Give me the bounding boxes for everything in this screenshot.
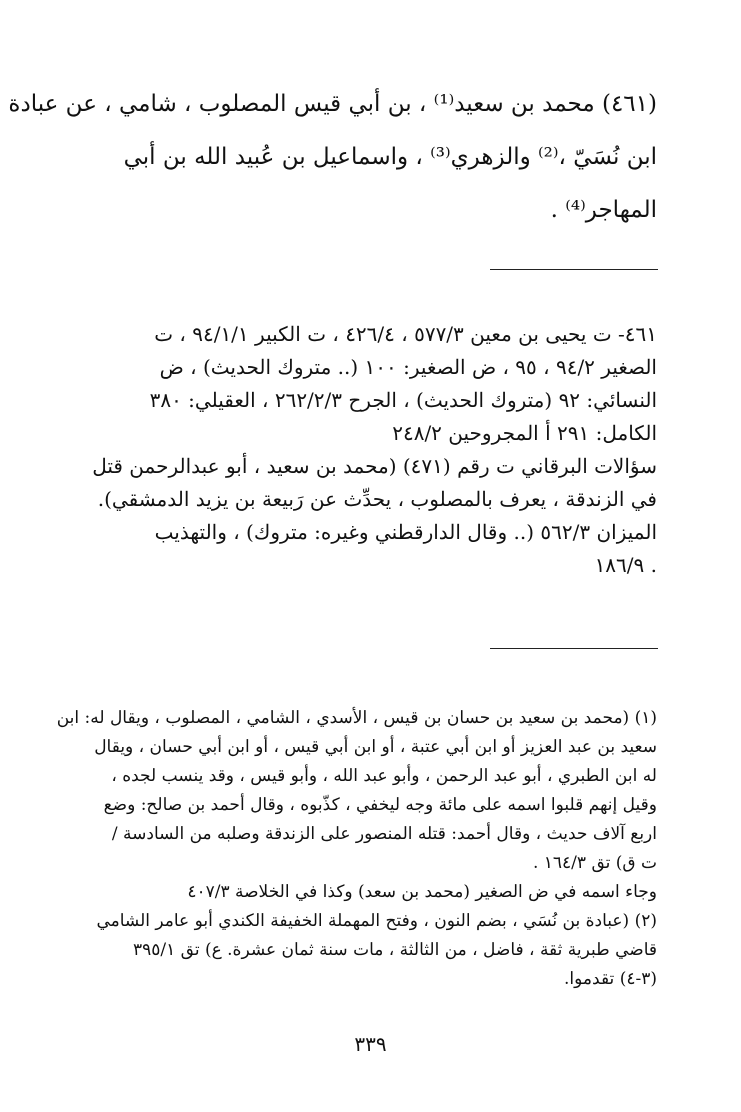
references-block <box>92 318 657 582</box>
footnote-line: اربع آلاف حديث ، وقال أحمد: قتله المنصور على الزندقة وصلبه من السادسة / <box>111 824 657 844</box>
page-number: ٣٣٩ <box>354 1032 387 1056</box>
footnote-line: ت ق) تق ١٦٤/٣ . <box>532 853 657 873</box>
reference-line: النسائي: ٩٢ (متروك الحديث) ، الجرح ٢٦٢/٢/٣ ، العقيلي: ٣٨٠ <box>149 388 657 412</box>
footnote-separator <box>490 648 658 649</box>
reference-line: الكامل: ٢٩١ أ المجروحين ٢٤٨/٢ <box>392 421 657 445</box>
footnote-line: (١) (محمد بن سعيد بن حسان بن قيس ، الأسدي ، الشامي ، المصلوب ، ويقال له: ابن <box>56 708 657 728</box>
reference-line: الصغير ٩٤/٢ ، ٩٥ ، ض الصغير: ١٠٠ (.. متروك الحديث) ، ض <box>159 355 657 379</box>
entry-text <box>8 78 657 237</box>
reference-line: ٤٦١- ت يحيى بن معين ٥٧٧/٣ ، ٤٢٦/٤ ، ت الكبير ٩٤/١/١ ، ت <box>154 322 657 346</box>
footnote-line: قاضي طبرية ثقة ، فاضل ، من الثالثة ، مات سنة ثمان عشرة. ع) تق ٣٩٥/١ <box>132 940 657 960</box>
entry-line: (٤٦١) محمد بن سعيد⁽¹⁾ ، بن أبي قيس المصلوب ، شامي ، عن عبادة <box>8 91 657 117</box>
entry-line: ابن نُسَيّ ،⁽²⁾ والزهري⁽³⁾ ، واسماعيل بن عُبيد الله بن أبي <box>123 144 657 170</box>
footnote-line: وجاء اسمه في ض الصغير (محمد بن سعد) وكذا في الخلاصة ٤٠٧/٣ <box>187 882 657 902</box>
reference-line: سؤالات البرقاني ت رقم (٤٧١) (محمد بن سعيد ، أبو عبدالرحمن قتل <box>92 454 657 478</box>
footnote-line: (٣-٤) تقدموا. <box>564 969 657 989</box>
footnote-line: سعيد بن عبد العزيز أو ابن أبي عتبة ، أو ابن أبي قيس ، أو ابن أبي حسان ، ويقال <box>94 737 657 757</box>
reference-line: الميزان ٥٦٢/٣ (.. وقال الدارقطني وغيره: متروك) ، والتهذيب <box>154 520 657 544</box>
footnotes-block <box>56 704 657 994</box>
reference-line: . ١٨٦/٩ <box>594 553 657 577</box>
footnote-line: له ابن الطبري ، أبو عبد الرحمن ، وأبو عبد الله ، وأبو قيس ، وقد ينسب لجده ، <box>111 766 657 786</box>
entry-line: المهاجر⁽⁴⁾ . <box>550 197 657 223</box>
reference-line: في الزندقة ، يعرف بالمصلوب ، يحدِّث عن رَبيعة بن يزيد الدمشقي). <box>97 487 657 511</box>
footnote-line: وقيل إنهم قلبوا اسمه على مائة وجه ليخفي ، كذّبوه ، وقال أحمد بن صالح: وضع <box>103 795 657 815</box>
separator-rule <box>490 269 658 270</box>
footnote-line: (٢) (عبادة بن نُسَي ، بضم النون ، وفتح المهملة الخفيفة الكندي أبو عامر الشامي <box>96 911 657 931</box>
